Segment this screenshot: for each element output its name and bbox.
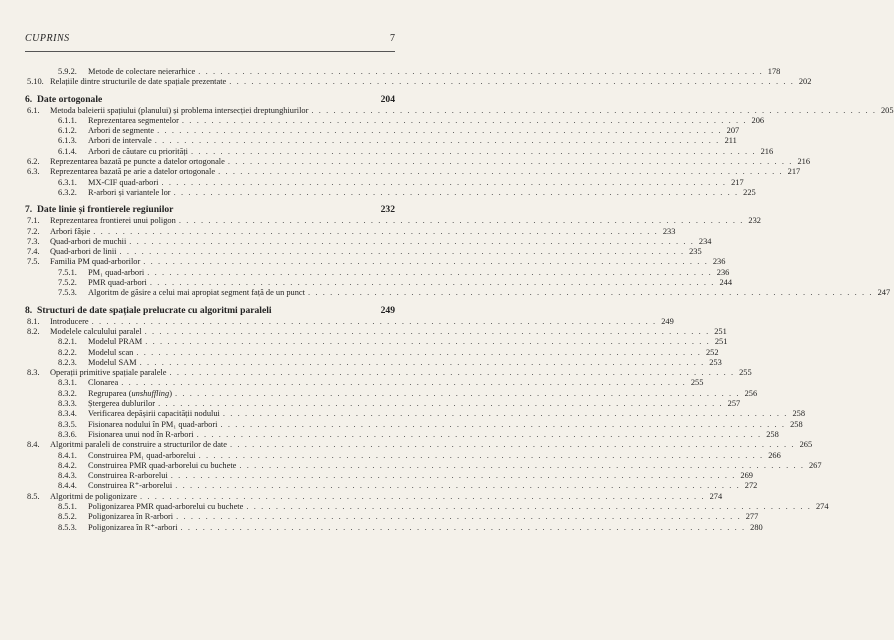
toc-entry-page: 232: [748, 216, 761, 226]
toc-entry-page: 206: [751, 115, 765, 125]
toc-entry: [25, 481, 758, 491]
toc-leader-dots: [175, 481, 740, 491]
toc-entry-page: 236: [712, 257, 726, 267]
toc-entry-number: 8.4.4.: [58, 481, 77, 491]
toc-entry-number: 6.3.: [27, 167, 40, 177]
toc-leader-dots: [174, 188, 739, 198]
toc-entry-page: 205: [880, 105, 894, 115]
toc-entry-page: 272: [744, 481, 758, 491]
page-number: 7: [390, 33, 395, 44]
toc-entry-title: MX-CIF quad-arbori: [88, 177, 159, 187]
toc-entry-page: 258: [766, 429, 779, 439]
toc-entry-title: Introducere: [50, 316, 89, 326]
toc-entry-page: 244: [719, 278, 733, 288]
toc-entry-number: 8.3.: [27, 368, 40, 378]
toc-leader-dots: [145, 327, 710, 337]
toc-leader-dots: [150, 278, 715, 288]
running-title: CUPRINS: [25, 33, 70, 44]
toc-leader-dots: [197, 430, 762, 440]
toc-entry-page: 235: [689, 247, 702, 257]
toc-entry-number: 8.: [25, 304, 33, 316]
toc-entry-title: Algoritm de găsire a celui mai apropiat segment față de un punct: [88, 288, 305, 298]
toc-entry: [25, 94, 395, 106]
toc-leader-dots: [191, 147, 756, 157]
toc-entry-page: 258: [790, 419, 803, 429]
toc-entry-number: 6.1.3.: [58, 136, 77, 146]
toc-entry: [25, 204, 395, 216]
toc-entry-page: 217: [787, 167, 801, 177]
toc-entry-page: 258: [792, 409, 805, 419]
toc-entry: [25, 67, 781, 77]
toc-entry-number: 6.1.: [27, 105, 40, 115]
toc-entry: [25, 187, 756, 198]
toc-entry-number: 8.5.1.: [58, 501, 77, 511]
toc-leader-dots: [175, 389, 740, 399]
toc-entry: [25, 305, 395, 317]
toc-entry: [25, 522, 763, 533]
toc-entry-title: Construirea PMR quad-arborelui cu buchete: [88, 460, 237, 470]
toc-entry-number: 8.3.1.: [58, 378, 77, 388]
toc-entry-number: 5.10.: [27, 77, 44, 87]
toc-entry-page: 274: [815, 501, 829, 511]
toc-entry-title: Reprezentarea bazată pe puncte a datelor ortogonale: [50, 157, 225, 167]
toc-entry-page: 256: [744, 388, 758, 398]
toc-entry-page: 251: [714, 326, 727, 336]
toc-entry-title: Construirea R⁺-arborelui: [88, 481, 173, 491]
toc-entry: [25, 326, 727, 337]
toc-leader-dots: [136, 348, 701, 358]
toc-entry-page: 207: [726, 126, 740, 136]
toc-leader-dots: [246, 502, 811, 512]
toc-entry: [25, 409, 805, 419]
toc-entry-number: 8.5.2.: [58, 512, 77, 522]
toc-leader-dots: [220, 420, 785, 430]
toc-entry: [25, 347, 719, 358]
toc-leader-dots: [129, 237, 694, 247]
toc-entry-page: 232: [380, 204, 395, 216]
toc-leader-dots: [157, 126, 722, 136]
toc-entry-page: 247: [877, 288, 891, 298]
toc-entry: [25, 337, 728, 347]
toc-entry-page: 178: [767, 67, 781, 76]
toc-entry-page: 265: [799, 440, 813, 450]
toc-entry-title: Poligonizarea în R-arbori: [88, 512, 174, 522]
toc-entry-number: 8.1.: [27, 316, 40, 326]
toc-entry-page: 274: [709, 491, 723, 501]
toc-entry-number: 8.3.2.: [58, 388, 77, 398]
toc-leader-dots: [228, 157, 793, 167]
toc-entry: [25, 501, 829, 512]
toc-entry-page: 277: [745, 512, 759, 522]
toc-leader-dots: [93, 227, 658, 237]
toc-leader-dots: [311, 106, 876, 116]
toc-entry-number: 6.3.1.: [58, 177, 77, 187]
toc-entry-page: 216: [760, 146, 774, 156]
toc-entry-title: PMR quad-arbori: [88, 278, 147, 288]
toc-entry: [25, 460, 822, 471]
toc-leader-dots: [121, 378, 686, 388]
toc-leader-dots: [199, 451, 764, 461]
toc-leader-dots: [176, 512, 741, 522]
toc-entry-title: Arbori de intervale: [88, 136, 152, 146]
toc-entry-number: 7.3.: [27, 236, 40, 246]
toc-entry-page: 252: [705, 347, 719, 357]
toc-entry: [25, 257, 726, 267]
toc-entry-page: 255: [690, 378, 704, 388]
toc-entry-number: 6.1.4.: [58, 146, 77, 156]
toc-entry-number: 5.9.2.: [58, 67, 77, 76]
table-of-contents: [25, 67, 894, 533]
toc-entry-title: Modelul SAM: [88, 357, 137, 367]
toc-entry: [25, 316, 674, 327]
toc-entry-page: 266: [768, 450, 781, 460]
toc-entry-number: 8.5.3.: [58, 522, 77, 532]
toc-entry-title: Ștergerea dublurilor: [88, 399, 156, 409]
toc-entry: [25, 357, 722, 368]
toc-entry: [25, 512, 759, 522]
toc-entry: [25, 226, 676, 237]
toc-entry-number: 8.2.3.: [58, 357, 77, 367]
toc-entry-title: Date ortogonale: [37, 93, 103, 105]
toc-entry-page: 267: [808, 460, 822, 470]
toc-leader-dots: [145, 337, 710, 347]
toc-entry-title: Familia PM quad-arborilor: [50, 257, 141, 267]
toc-entry-title: Metoda baleierii spațiului (planului) și problema intersecției dreptunghiurilor: [50, 105, 309, 115]
toc-entry: [25, 247, 702, 257]
toc-entry-number: 8.4.: [27, 440, 40, 450]
toc-leader-dots: [143, 257, 708, 267]
toc-leader-dots: [223, 409, 788, 419]
toc-entry-number: 7.1.: [27, 216, 40, 226]
toc-entry: [25, 267, 730, 278]
toc-leader-dots: [182, 116, 747, 126]
toc-entry-number: 8.3.6.: [58, 429, 77, 439]
toc-entry: [25, 378, 704, 388]
toc-entry-page: 253: [709, 357, 722, 367]
toc-entry-title: Regruparea (unshuffling): [88, 388, 172, 398]
toc-entry-page: 280: [750, 522, 763, 532]
toc-leader-dots: [155, 136, 720, 146]
toc-entry-number: 6.3.2.: [58, 187, 77, 197]
toc-entry: [25, 399, 741, 409]
toc-entry-page: 257: [727, 399, 741, 409]
toc-entry-page: 249: [380, 304, 395, 316]
toc-entry-title: Reprezentarea frontierei unui poligon: [50, 216, 176, 226]
toc-entry-page: 236: [716, 267, 730, 277]
toc-entry-number: 8.4.2.: [58, 460, 77, 470]
toc-entry: [25, 115, 765, 126]
toc-entry-title: Structuri de date spațiale prelucrate cu algoritmi paraleli: [37, 304, 272, 316]
toc-entry: [25, 388, 758, 399]
toc-entry: [25, 157, 811, 167]
toc-entry-number: 8.4.1.: [58, 450, 77, 460]
toc-entry: [25, 491, 723, 502]
toc-entry-page: 211: [724, 136, 737, 146]
toc-entry-title: Metode de colectare neierarhice: [88, 67, 196, 76]
toc-entry-title: PM₁ quad-arbori: [88, 267, 145, 277]
toc-entry-title: Relațiile dintre structurile de date spațiale prezentate: [50, 77, 227, 87]
toc-entry: [25, 368, 752, 378]
toc-entry: [25, 146, 774, 157]
toc-entry: [25, 440, 813, 450]
toc-entry-title: Construirea PM₁ quad-arborelui: [88, 450, 196, 460]
toc-entry: [25, 77, 812, 87]
toc-leader-dots: [92, 317, 657, 327]
toc-entry-title: R-arbori și variantele lor: [88, 187, 171, 197]
toc-entry: [25, 450, 781, 461]
toc-entry-page: 216: [797, 157, 811, 167]
toc-entry-title: Reprezentarea bazată pe arie a datelor ortogonale: [50, 167, 216, 177]
toc-entry-number: 8.2.: [27, 326, 40, 336]
toc-leader-dots: [239, 461, 804, 471]
toc-entry-page: 202: [798, 77, 812, 87]
toc-entry: [25, 126, 740, 136]
toc-entry-title: Modelul scan: [88, 347, 134, 357]
toc-entry-title: Arbori de căutare cu prioritāți: [88, 146, 188, 156]
toc-leader-dots: [230, 440, 795, 450]
running-header: [25, 33, 395, 47]
toc-entry-page: 233: [662, 226, 676, 236]
toc-entry: [25, 167, 801, 177]
toc-leader-dots: [170, 368, 735, 378]
toc-entry-page: 225: [743, 187, 756, 197]
toc-leader-dots: [229, 77, 794, 87]
toc-entry-number: 7.5.: [27, 257, 40, 267]
toc-leader-dots: [171, 471, 736, 481]
toc-entry-number: 8.2.2.: [58, 347, 77, 357]
toc-entry-number: 7.: [25, 204, 33, 216]
toc-entry-page: 204: [380, 93, 395, 105]
toc-entry-title: Clonarea: [88, 378, 119, 388]
toc-entry: [25, 105, 894, 116]
toc-entry: [25, 278, 733, 288]
toc-leader-dots: [140, 358, 705, 368]
header-rule: [25, 51, 395, 52]
toc-entry: [25, 429, 779, 440]
toc-entry-number: 6.1.1.: [58, 115, 77, 125]
toc-entry-title: Verificarea depășirii capacității nodului: [88, 409, 220, 419]
toc-entry-number: 6.1.2.: [58, 126, 77, 136]
toc-entry-title: Modelele calculului paralel: [50, 326, 142, 336]
toc-entry-number: 6.: [25, 93, 33, 105]
toc-leader-dots: [181, 523, 746, 533]
toc-entry: [25, 136, 737, 146]
toc-leader-dots: [147, 268, 712, 278]
toc-entry: [25, 177, 744, 188]
toc-entry-number: 8.4.3.: [58, 471, 77, 481]
toc-entry-title: Fisionarea nodului în PM₁ quad-arbori: [88, 419, 218, 429]
toc-entry: [25, 471, 753, 481]
toc-entry-page: 249: [661, 316, 674, 326]
toc-entry-title: Quad-arbori de muchii: [50, 236, 127, 246]
toc-entry-page: 269: [740, 471, 753, 481]
toc-entry-title: Quad-arbori de linii: [50, 247, 117, 257]
toc-entry-number: 7.2.: [27, 226, 40, 236]
toc-leader-dots: [158, 399, 723, 409]
toc-leader-dots: [140, 492, 705, 502]
toc-entry-number: 8.3.4.: [58, 409, 77, 419]
toc-entry-number: 7.5.3.: [58, 288, 77, 298]
toc-entry-number: 8.3.3.: [58, 399, 77, 409]
toc-entry-number: 6.2.: [27, 157, 40, 167]
toc-entry-title: Algoritmi paraleli de construire a structurilor de date: [50, 440, 227, 450]
toc-entry-title: Algoritmi de poligonizare: [50, 491, 137, 501]
toc-entry-title: Modelul PRAM: [88, 337, 143, 347]
toc-leader-dots: [198, 67, 763, 77]
toc-entry-title: Date linie și frontierele regiunilor: [37, 204, 174, 216]
toc-entry-number: 8.5.: [27, 491, 40, 501]
toc-leader-dots: [120, 247, 685, 257]
toc-leader-dots: [179, 216, 744, 226]
toc-entry-number: 8.2.1.: [58, 337, 77, 347]
toc-leader-dots: [218, 167, 783, 177]
toc-leader-dots: [308, 288, 873, 298]
toc-entry: [25, 419, 803, 430]
toc-entry-number: 8.3.5.: [58, 419, 77, 429]
toc-entry-page: 217: [731, 177, 744, 187]
toc-entry-title: Reprezentarea segmentelor: [88, 115, 179, 125]
toc-entry: [25, 236, 712, 247]
toc-entry-title: Poligonizarea în R⁺-arbori: [88, 522, 178, 532]
toc-entry-title: Fisionarea unui nod în R-arbori: [88, 429, 194, 439]
toc-entry-page: 255: [739, 368, 752, 378]
toc-entry: [25, 288, 891, 298]
toc-entry-title: Arbori fâșie: [50, 226, 91, 236]
toc-entry-title: Operații primitive spațiale paralele: [50, 368, 167, 378]
toc-entry-title: Construirea R-arborelui: [88, 471, 168, 481]
toc-entry-number: 7.5.2.: [58, 278, 77, 288]
toc-entry-page: 234: [698, 236, 712, 246]
toc-entry: [25, 216, 761, 226]
toc-entry-title: Poligonizarea PMR quad-arborelui cu buchete: [88, 501, 244, 511]
toc-entry-number: 7.5.1.: [58, 267, 77, 277]
toc-entry-title: Arbori de segmente: [88, 126, 155, 136]
toc-entry-page: 251: [714, 337, 728, 347]
toc-leader-dots: [161, 178, 726, 188]
toc-entry-number: 7.4.: [27, 247, 40, 257]
